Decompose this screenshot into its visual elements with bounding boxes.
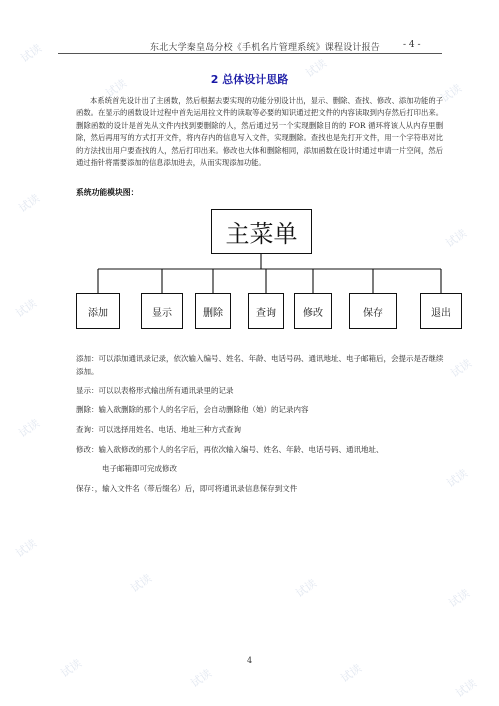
module-box-add: 添加 [76, 293, 120, 329]
watermark-text: 试读 [128, 571, 155, 596]
desc-modify-line1: 修改：输入欲修改的那个人的名字后，再依次输入编号、姓名、年龄、电话号码、通讯地址、 [76, 445, 384, 454]
diagram-label: 系统功能模块图： [76, 188, 139, 197]
watermark-text: 试读 [16, 191, 43, 216]
watermark-text: 试读 [58, 656, 85, 681]
page-footer-number: 4 [246, 656, 253, 665]
watermark-text: 试读 [443, 226, 470, 251]
desc-show: 显示：可以以表格形式输出所有通讯录里的记录 [76, 386, 234, 395]
watermark-text: 试读 [444, 466, 471, 491]
desc-delete: 删除：输入欲删除的那个人的名字后，会自动删除他（她）的记录内容 [76, 405, 309, 414]
watermark-text: 试读 [438, 81, 465, 106]
main-menu-box: 主菜单 [211, 209, 312, 254]
page-header-number: - 4 - [403, 40, 421, 50]
watermark-text: 试读 [338, 661, 365, 686]
intro-paragraph: 本系统首先设计出了主函数，然后根据去要实现的功能分别设计出，显示、删除、查找、修改、添加功能的子函数。在显示的函数设计过程中首先运用拉文件的读取等必要的知识通过把文件的内容读取到内存然后打印出来。删除函数的设计是首先从文件内找到要删除的人，然后通过另一个实现删除目的的 FOR 循环将该人从内存里删除，然后再用写的方式打开文件，将内存内的信息写入文件，实现删除。查找也是先打开文件，用一个字符串对比的方法找出用户要查找的人，然后打印出来。修改也大体和删除相同，添加函数在设计时通过申请一片空间，然后通过指针将需要添加的信息添加进去，从而实现添加功能。 [76, 96, 443, 168]
watermark-text: 试读 [103, 76, 130, 101]
watermark-text: 试读 [446, 586, 473, 611]
module-box-delete: 删除 [195, 293, 231, 329]
watermark-text: 试读 [13, 296, 40, 321]
watermark-text: 试读 [16, 416, 43, 441]
watermark-text: 试读 [448, 356, 475, 381]
desc-query: 查询：可以选择用姓名、电话、地址三种方式查询 [76, 425, 241, 434]
desc-save: 保存：，输入文件名（带后缀名）后，即可将通讯录信息保存到文件 [76, 484, 298, 493]
watermark-text: 试读 [293, 576, 320, 601]
desc-modify-line2: 电子邮箱即可完成修改 [102, 464, 177, 473]
watermark-text: 试读 [18, 41, 45, 66]
module-box-modify: 修改 [294, 293, 332, 329]
watermark-text: 试读 [188, 666, 215, 691]
page-header-title: 东北大学秦皇岛分校《手机名片管理系统》课程设计报告 [150, 43, 381, 53]
watermark-text: 试读 [453, 676, 480, 701]
watermark-text: 试读 [303, 56, 330, 81]
watermark-text: 试读 [13, 536, 40, 561]
module-box-show: 显示 [141, 293, 183, 329]
section-title: 2 总体设计思路 [210, 73, 289, 86]
module-box-exit: 退出 [420, 293, 462, 329]
module-box-query: 查询 [248, 293, 284, 329]
module-box-save: 保存 [349, 293, 397, 329]
desc-add: 添加：可以添加通讯录记录，依次输入编号、姓名、年龄、电话号码、通讯地址、电子邮箱后，会提示是否继续添加。 [76, 354, 444, 376]
